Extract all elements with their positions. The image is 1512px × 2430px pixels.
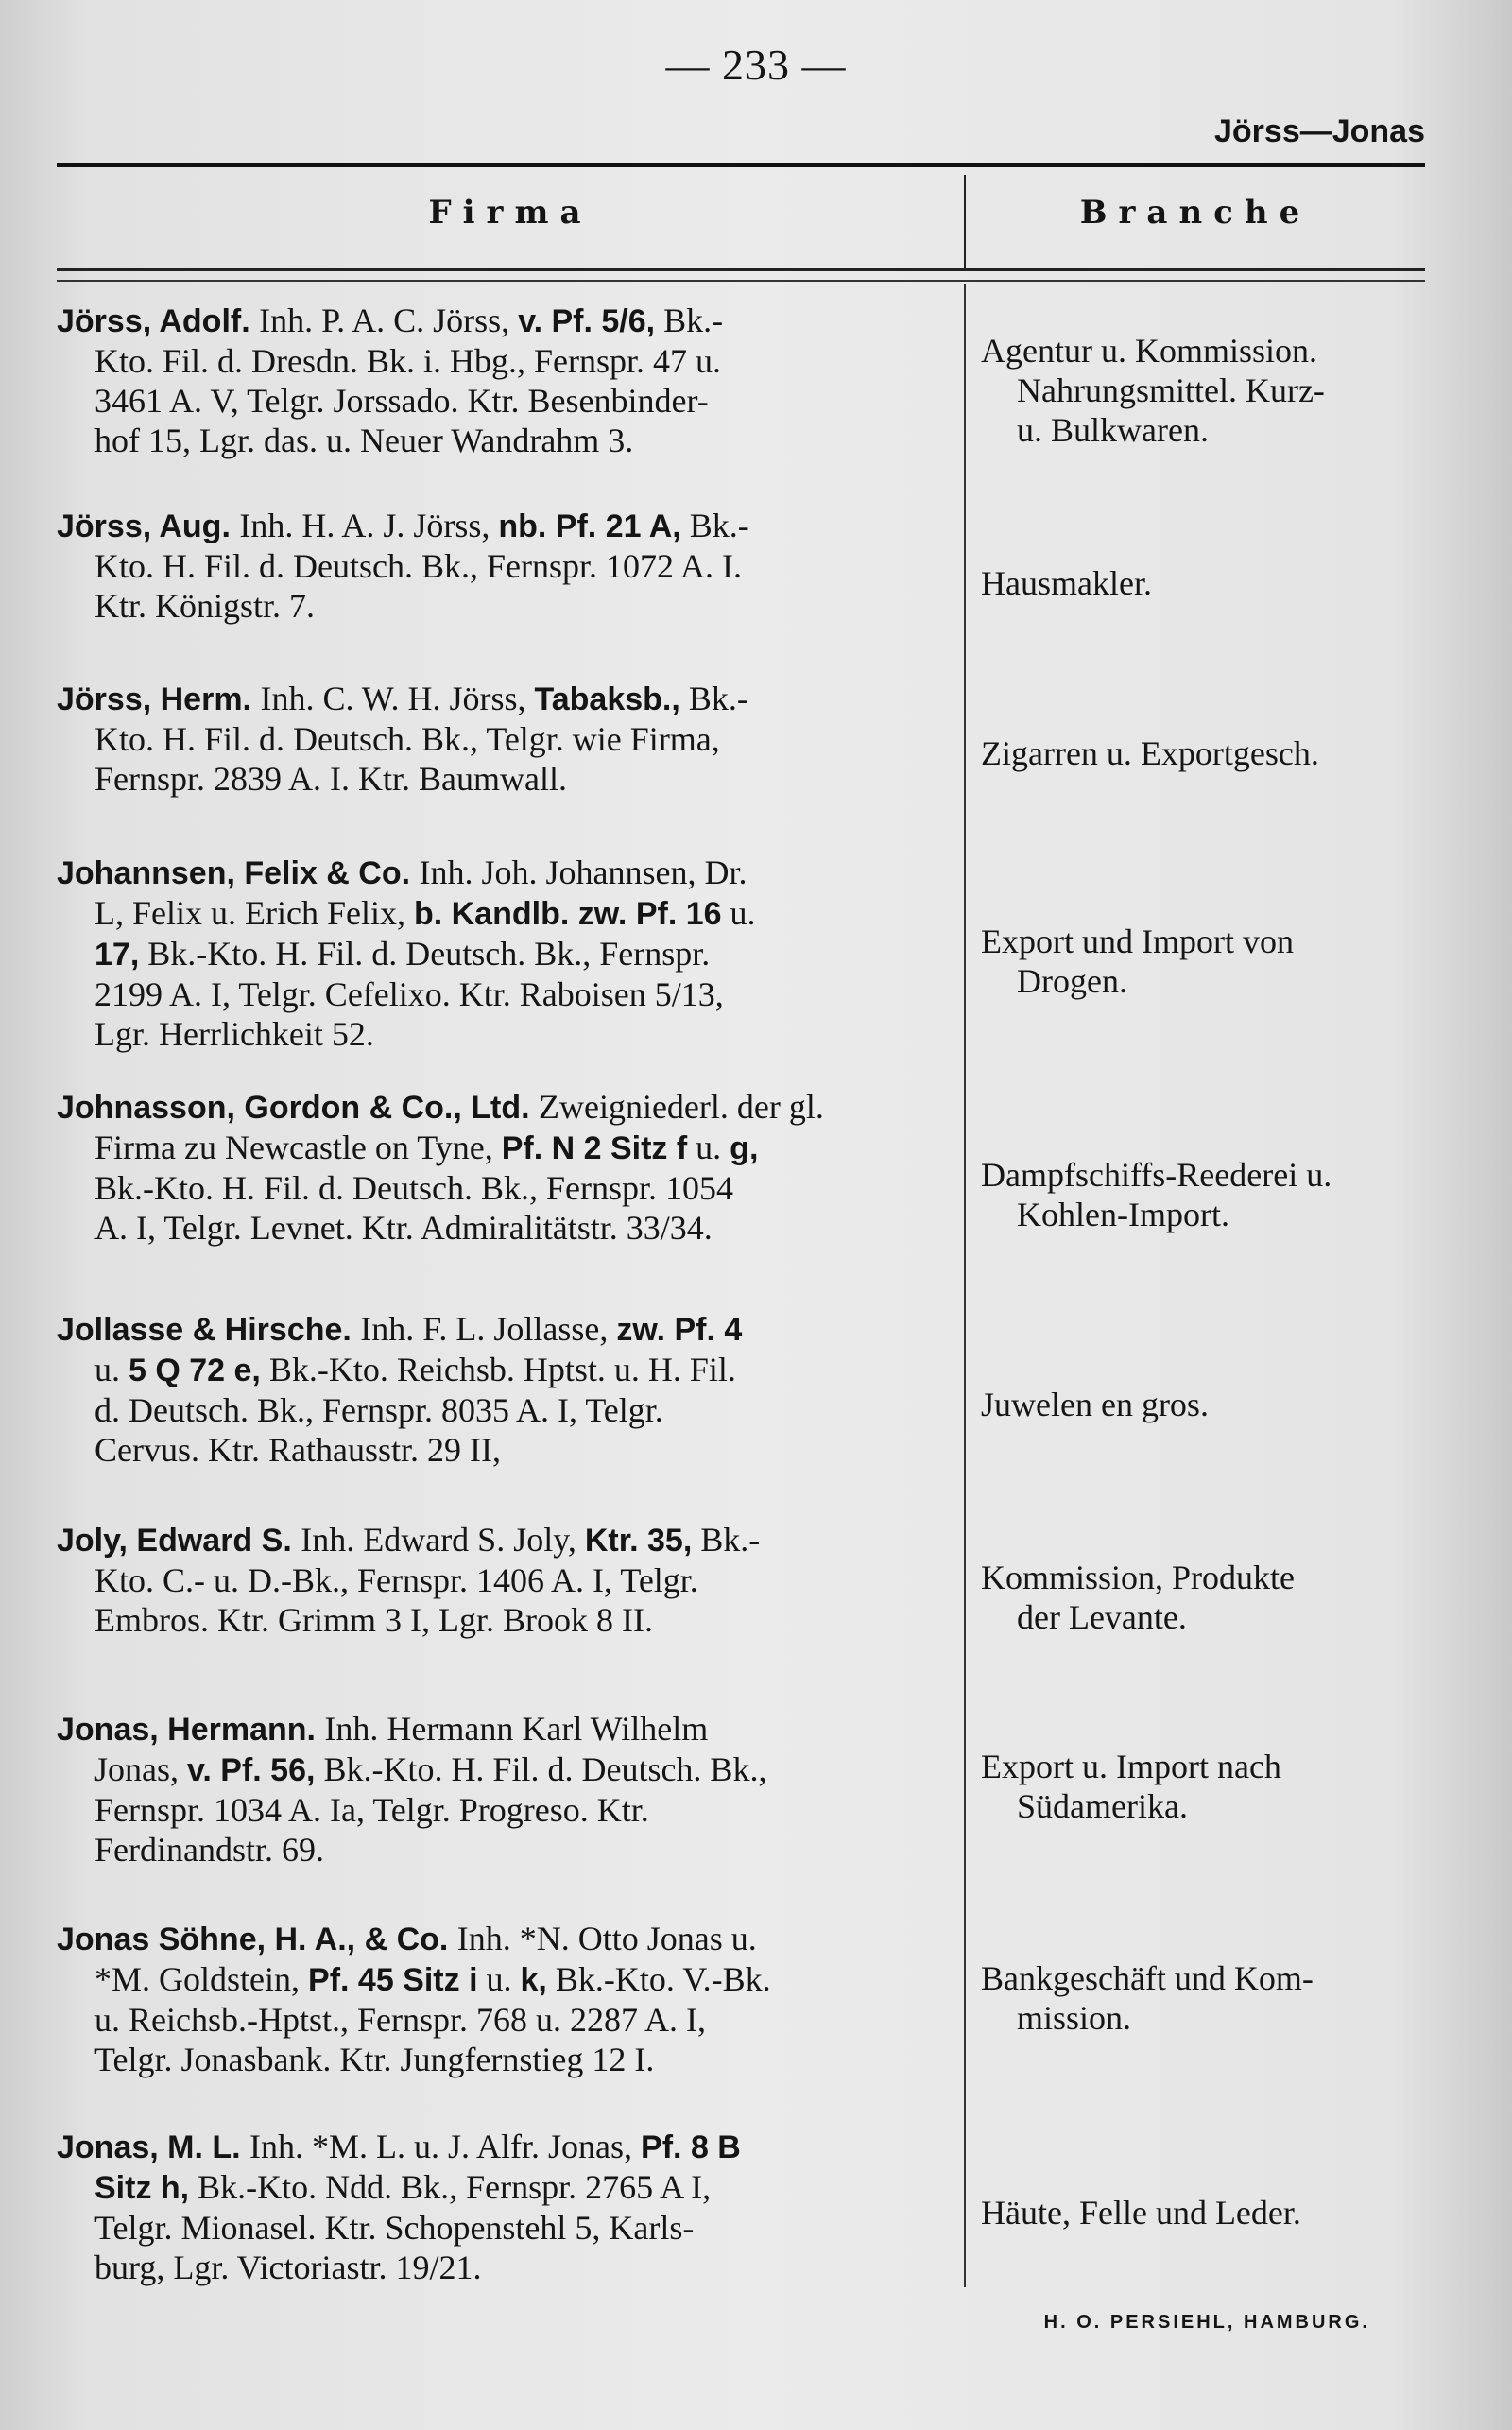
- text-segment: Bk.-: [692, 1521, 761, 1559]
- firm-name: Joly, Edward S.: [57, 1523, 301, 1559]
- column-head-rule: [57, 268, 1425, 271]
- firm-entry: [57, 1709, 950, 1870]
- entry-line: [57, 1128, 950, 1168]
- entry-line: [57, 934, 950, 974]
- text-segment: Inh. C. W. H. Jörss,: [260, 680, 535, 717]
- text-segment: Inh. Hermann Karl Wilhelm: [324, 1710, 709, 1748]
- entry-line: [57, 974, 950, 1014]
- entry-line: [57, 1309, 950, 1350]
- bold-segment: Sitz h,: [94, 2170, 190, 2206]
- branch-line: mission.: [1017, 1999, 1132, 2037]
- entry-line: [57, 2127, 950, 2167]
- branch-cell: [981, 733, 1427, 773]
- bold-segment: Pf. N 2 Sitz f: [501, 1130, 688, 1166]
- bold-segment: b. Kandlb. zw. Pf. 16: [413, 896, 722, 932]
- text-segment: Kto. H. Fil. d. Deutsch. Bk., Fernspr. 1072 A. I.: [94, 547, 743, 585]
- branch-cell: [981, 331, 1427, 450]
- branch-line: Kommission, Produkte: [981, 1559, 1296, 1596]
- text-segment: Bk.-: [680, 507, 749, 544]
- branch-line: Export u. Import nach: [981, 1748, 1281, 1785]
- text-segment: Telgr. Jonasbank. Ktr. Jungfernstieg 12 I.: [94, 2041, 655, 2078]
- entry-line: [57, 301, 950, 341]
- entry-line: [57, 893, 950, 934]
- bold-segment: v. Pf. 56,: [187, 1752, 316, 1788]
- text-segment: 2199 A. I, Telgr. Cefelixo. Ktr. Raboisen 5/13,: [94, 975, 724, 1013]
- text-segment: Ktr. Königstr. 7.: [94, 587, 316, 625]
- column-head-rule-2: [57, 280, 1425, 282]
- firm-name: Jörss, Herm.: [57, 681, 261, 717]
- entry-line: [57, 1087, 950, 1128]
- text-segment: Bk.-: [679, 680, 748, 717]
- branch-line: der Levante.: [1017, 1598, 1187, 1636]
- branch-cell: [981, 1558, 1427, 1637]
- text-segment: Kto. H. Fil. d. Deutsch. Bk., Telgr. wie Firma,: [94, 720, 720, 758]
- text-segment: Kto. Fil. d. Dresdn. Bk. i. Hbg., Fernspr. 47 u.: [94, 342, 722, 380]
- entry-line: [57, 1014, 950, 1054]
- text-segment: u.: [477, 1960, 521, 1998]
- branch-line: Bankgeschäft und Kom-: [981, 1959, 1314, 1997]
- branch-line: Südamerika.: [1017, 1787, 1188, 1825]
- text-segment: burg, Lgr. Victoriastr. 19/21.: [94, 2249, 482, 2286]
- text-segment: Inh. H. A. J. Jörss,: [239, 507, 499, 544]
- entry-line: [57, 2248, 950, 2287]
- column-divider: [964, 284, 966, 2287]
- entry-line: [57, 506, 950, 546]
- firm-entry: [57, 1520, 950, 1640]
- text-segment: Bk.-Kto. H. Fil. d. Deutsch. Bk., Fernspr.: [139, 935, 711, 973]
- firm-entry: [57, 1087, 950, 1248]
- firm-entry: [57, 301, 950, 460]
- text-segment: Inh. Edward S. Joly,: [301, 1521, 585, 1559]
- branch-cell: [981, 922, 1427, 1001]
- entry-line: [57, 1350, 950, 1390]
- bold-segment: Tabaksb.,: [534, 681, 680, 717]
- text-segment: Cervus. Ktr. Rathausstr. 29 II,: [94, 1431, 501, 1469]
- branch-line: Kohlen-Import.: [1017, 1196, 1229, 1233]
- text-segment: A. I, Telgr. Levnet. Ktr. Admiralitätstr. 33/34.: [94, 1209, 713, 1247]
- bold-segment: Pf. 45 Sitz i: [308, 1962, 478, 1998]
- text-segment: u.: [721, 894, 756, 932]
- bold-segment: nb. Pf. 21 A,: [498, 508, 681, 544]
- entry-line: [57, 1430, 950, 1470]
- branch-line: Dampfschiffs-Reederei u.: [981, 1156, 1332, 1194]
- entry-line: [57, 1168, 950, 1208]
- text-segment: u. Reichsb.-Hptst., Fernspr. 768 u. 2287 A. I,: [94, 2001, 706, 2039]
- branch-cell: [981, 1385, 1427, 1424]
- entry-line: [57, 1959, 950, 2000]
- text-segment: Bk.-Kto. Ndd. Bk., Fernspr. 2765 A I,: [189, 2168, 712, 2206]
- text-segment: Bk.-Kto. Reichsb. Hptst. u. H. Fil.: [260, 1351, 736, 1388]
- branch-cell: [981, 1155, 1427, 1234]
- firm-name: Jollasse & Hirsche.: [57, 1312, 361, 1348]
- bold-segment: k,: [520, 1962, 547, 1998]
- branch-cell: [981, 2193, 1427, 2232]
- firm-name: Jörss, Aug.: [57, 508, 240, 544]
- text-segment: Ferdinandstr. 69.: [94, 1831, 324, 1869]
- text-segment: *M. Goldstein,: [94, 1960, 309, 1998]
- entry-line: [57, 421, 950, 460]
- bold-segment: Ktr. 35,: [584, 1523, 693, 1559]
- bold-segment: 17,: [94, 937, 140, 973]
- firm-name: Jonas Söhne, H. A., & Co.: [57, 1922, 457, 1957]
- page-number: — 233 —: [665, 41, 847, 89]
- firm-entry: [57, 2127, 950, 2287]
- entry-line: [57, 1560, 950, 1600]
- text-segment: 3461 A. V, Telgr. Jorssado. Ktr. Besenbinder-: [94, 382, 709, 420]
- entry-line: [57, 1919, 950, 1959]
- text-segment: L, Felix u. Erich Felix,: [94, 894, 414, 932]
- entry-line: [57, 1390, 950, 1430]
- text-segment: Bk.-Kto. V.-Bk.: [546, 1960, 771, 1998]
- running-head: Jörss—Jonas: [1214, 113, 1425, 149]
- bold-segment: Pf. 8 B: [641, 2129, 741, 2165]
- text-segment: Embros. Ktr. Grimm 3 I, Lgr. Brook 8 II.: [94, 1601, 653, 1639]
- text-segment: Firma zu Newcastle on Tyne,: [94, 1129, 502, 1166]
- text-segment: Lgr. Herrlichkeit 52.: [94, 1015, 374, 1053]
- firm-name: Johannsen, Felix & Co.: [57, 855, 420, 891]
- text-segment: Inh. *M. L. u. J. Alfr. Jonas,: [249, 2128, 642, 2165]
- firm-entry: [57, 1309, 950, 1470]
- entry-line: [57, 2040, 950, 2079]
- text-segment: u.: [94, 1351, 129, 1388]
- entry-line: [57, 381, 950, 421]
- branch-line: Zigarren u. Exportgesch.: [981, 734, 1319, 772]
- branch-line: Häute, Felle und Leder.: [981, 2194, 1301, 2232]
- text-segment: hof 15, Lgr. das. u. Neuer Wandrahm 3.: [94, 422, 634, 459]
- branch-cell: [981, 1747, 1427, 1826]
- entry-line: [57, 1830, 950, 1870]
- bold-segment: v. Pf. 5/6,: [518, 303, 656, 339]
- firm-entry: [57, 1919, 950, 2079]
- text-segment: Bk.-Kto. H. Fil. d. Deutsch. Bk., Fernspr. 1054: [94, 1169, 734, 1207]
- entry-line: [57, 1600, 950, 1640]
- entry-line: [57, 759, 950, 799]
- firm-name: Jonas, M. L.: [57, 2129, 250, 2165]
- text-segment: Zweigniederl. der gl.: [538, 1088, 824, 1126]
- bold-segment: zw. Pf. 4: [616, 1312, 743, 1348]
- firm-entry: [57, 853, 950, 1054]
- entry-line: [57, 2167, 950, 2208]
- branch-line: Juwelen en gros.: [981, 1386, 1209, 1423]
- branch-line: Agentur u. Kommission.: [981, 332, 1317, 370]
- text-segment: Fernspr. 2839 A. I. Ktr. Baumwall.: [94, 760, 567, 798]
- entry-line: [57, 1790, 950, 1830]
- branch-cell: [981, 1958, 1427, 2038]
- branch-line: Nahrungsmittel. Kurz-: [1017, 371, 1325, 409]
- printer-imprint: H. O. PERSIEHL, HAMBURG.: [1043, 2312, 1370, 2333]
- text-segment: u.: [687, 1129, 730, 1166]
- column-head-firma: Firma: [428, 194, 593, 232]
- entry-line: [57, 1709, 950, 1749]
- firm-entry: [57, 679, 950, 799]
- text-segment: Telgr. Mionasel. Ktr. Schopenstehl 5, Karls-: [94, 2209, 695, 2247]
- text-segment: Inh. P. A. C. Jörss,: [259, 302, 519, 339]
- bold-segment: g,: [730, 1130, 759, 1166]
- branch-line: Drogen.: [1017, 962, 1127, 1000]
- bold-segment: 5 Q 72 e,: [129, 1353, 261, 1388]
- text-segment: Inh. F. L. Jollasse,: [360, 1310, 617, 1348]
- entry-line: [57, 341, 950, 381]
- entry-line: [57, 679, 950, 719]
- entry-line: [57, 586, 950, 626]
- column-head-branche: Branche: [1079, 194, 1312, 232]
- text-segment: Bk.-: [655, 302, 724, 339]
- text-segment: Inh. *N. Otto Jonas u.: [456, 1920, 757, 1957]
- text-segment: Fernspr. 1034 A. Ia, Telgr. Progreso. Ktr.: [94, 1791, 649, 1829]
- text-segment: d. Deutsch. Bk., Fernspr. 8035 A. I, Telgr.: [94, 1391, 663, 1429]
- text-segment: Bk.-Kto. H. Fil. d. Deutsch. Bk.,: [315, 1750, 767, 1788]
- text-segment: Jonas,: [94, 1750, 187, 1788]
- entry-line: [57, 546, 950, 586]
- branch-line: Hausmakler.: [981, 564, 1152, 602]
- header-rule: [57, 163, 1425, 167]
- branch-line: u. Bulkwaren.: [1017, 411, 1209, 449]
- text-segment: Kto. C.- u. D.-Bk., Fernspr. 1406 A. I, Telgr.: [94, 1561, 698, 1599]
- entry-line: [57, 853, 950, 893]
- firm-name: Jörss, Adolf.: [57, 303, 260, 339]
- entry-line: [57, 2000, 950, 2040]
- branch-cell: [981, 563, 1427, 603]
- branch-line: Export und Import von: [981, 922, 1294, 960]
- entry-line: [57, 1749, 950, 1790]
- entry-line: [57, 1520, 950, 1560]
- firm-name: Johnasson, Gordon & Co., Ltd.: [57, 1090, 539, 1126]
- firm-name: Jonas, Hermann.: [57, 1712, 325, 1748]
- text-segment: Inh. Joh. Johannsen, Dr.: [419, 853, 747, 891]
- firm-entry: [57, 506, 950, 626]
- entry-line: [57, 2208, 950, 2248]
- entry-line: [57, 1208, 950, 1248]
- entry-line: [57, 719, 950, 759]
